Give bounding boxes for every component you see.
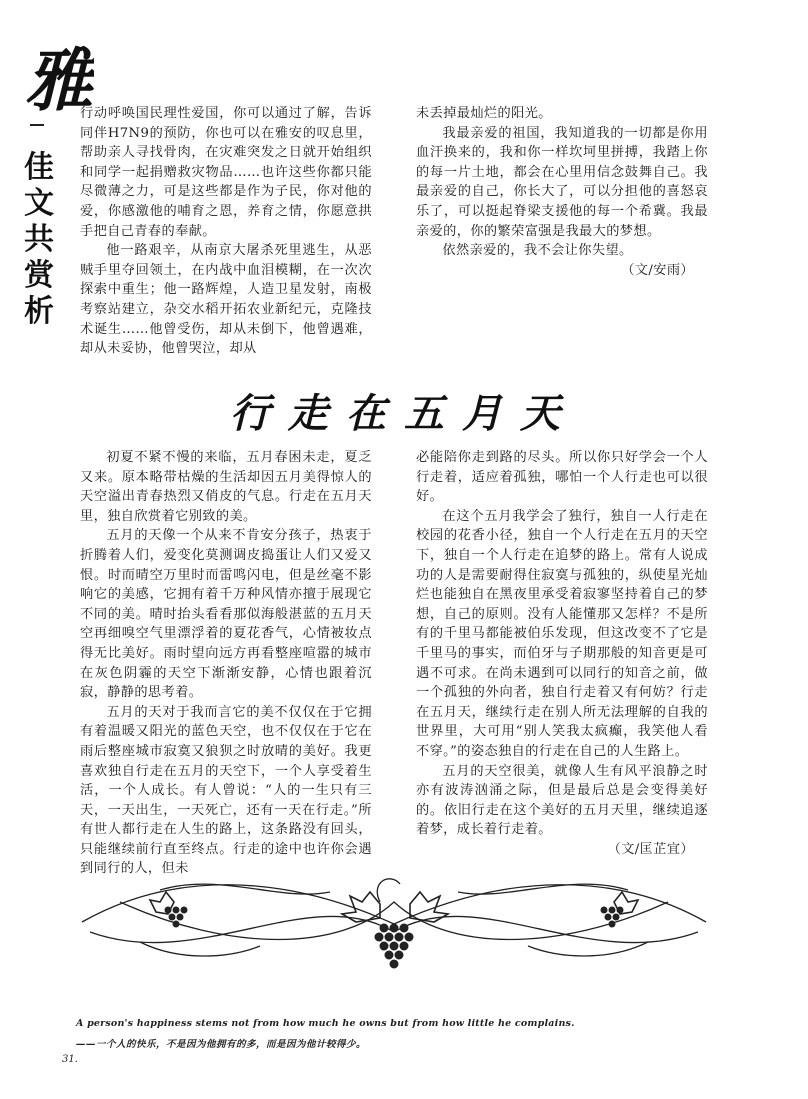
paragraph: 他一路艰辛，从南京大屠杀死里逃生，从恶贼手里夺回领土，在内战中血泪模糊，在一次次探索中重生；他一路辉煌，人造卫星发射，南极考察站建立，杂交水稻开拓农业新纪元，克隆技术诞生……他曾受伤，却从未倒下，他曾遇难，却从未妥协，他曾哭泣，却从 <box>80 243 372 357</box>
essay2-signature: （文/匡芷宜） <box>607 841 694 857</box>
essay1-left-column <box>80 104 372 359</box>
logo-char: 雅 <box>24 41 94 118</box>
essay2-right-column <box>416 448 708 859</box>
paragraph: 五月的天像一个从来不肯安分孩子，热衷于折腾着人们，爱变化莫测调皮捣蛋让人们又爱又恨。时而晴空万里时而雷鸣闪电，但是丝毫不影响它的美感，它拥有着千万种风情亦擅于展现它不同的美。晴时抬头看看那似海般湛蓝的五月天空再细嗅空气里漂浮着的夏花香气，心情被妆点得无比美好。雨时望向远方再看整座喧嚣的城市在灰色阴霾的天空下渐渐安静，心情也跟着沉寂，静静的思考着。 <box>80 528 372 701</box>
paragraph: 五月的天对于我而言它的美不仅仅在于它拥有着温暖又阳光的蓝色天空，也不仅仅在于它在雨后整座城市寂寞又狼狈之时放晴的美好。我更喜欢独自行走在五月的天空下，一个人享受着生活，一个人成长。有人曾说：“人的一生只有三天，一天出生，一天死亡，还有一天在行走。”所有世人都行走在人生的路上，这条路没有回头，只能继续前行直至终点。行走的途中也许你会遇到同行的人，但未 <box>80 704 372 877</box>
essay1-signature: （文/安雨） <box>621 262 694 278</box>
brand-dash <box>30 124 44 126</box>
essay2-title: 行走在五月天 <box>230 390 578 437</box>
grapevine-ornament <box>80 862 708 988</box>
footer-quote-english: A person's happiness stems not from how much he owns but from how little he complains. <box>76 1018 575 1029</box>
paragraph: 在这个五月我学会了独行，独自一人行走在校园的花香小径，独自一个人行走在五月的天空下，独自一个人行走在追梦的路上。常有人说成功的人是需要耐得住寂寞与孤独的，纵使星光灿烂也能独自在黑夜里承受着寂寥坚持着自己的梦想，自己的原则。没有人能懂那又怎样？不是所有的千里马都能被伯乐发现，但这改变不了它是千里马的事实，而伯牙与子期那般的知音更是可遇不可求。在尚未遇到可以同行的知音之前，做一个孤独的外向者，独自行走着又有何妨？行走在五月天，继续行走在别人所无法理解的自我的世界里，大可用“别人笑我太疯癫，我笑他人看不穿。”的姿态独自的行走在自己的人生路上。 <box>416 508 708 759</box>
paragraph: 依然亲爱的，我不会让你失望。 <box>442 243 633 259</box>
paragraph: 未丢掉最灿烂的阳光。 <box>416 106 552 121</box>
essay2-left-column <box>80 448 372 879</box>
footer-quote-chinese: ——一个人的快乐，不是因为他拥有的多，而是因为他计较得少。 <box>76 1039 367 1050</box>
paragraph: 必能陪你走到路的尽头。所以你只好学会一个人行走着，适应着孤独，哪怕一个人行走也可以很好。 <box>416 450 708 505</box>
paragraph: 我最亲爱的祖国，我知道我的一切都是你用血汗换来的，我和你一样坎坷里拼搏，我踏上你的每一片土地，都会在心里用信念鼓舞自己。我最亲爱的自己，你长大了，可以分担他的喜怒哀乐了，可以挺起脊梁支援他的每一个希冀。我最亲爱的，你的繁荣富强是我最大的梦想。 <box>416 125 708 239</box>
essay1-right-column <box>416 104 708 280</box>
paragraph: 行动呼唤国民理性爱国，你可以通过了解，告诉同伴H7N9的预防，你也可以在雅安的叹息里，帮助亲人寻找骨肉，在灾难突发之日就开始组织和同学一起捐赠救灾物品……也许这些你都只能尽微薄之力，可是这些都是作为子民，你对他的爱，你感激他的哺育之恩，养育之情，你愿意拱手把自己青春的奉献。 <box>80 106 372 239</box>
paragraph: 五月的天空很美，就像人生有风平浪静之时亦有波涛汹涌之际，但是最后总是会变得美好的。依旧行走在这个美好的五月天里，继续追逐着梦，成长着行走着。 <box>416 763 708 838</box>
page-number: 31. <box>62 1054 78 1065</box>
column-subtitle: 佳文共赏析 <box>24 150 54 329</box>
paragraph: 初夏不紧不慢的来临，五月春困未走，夏乏又来。原本略带枯燥的生活却因五月美得惊人的天空溢出青春热烈又俏皮的气息。行走在五月天里，独自欣赏着它别致的美。 <box>80 450 372 524</box>
